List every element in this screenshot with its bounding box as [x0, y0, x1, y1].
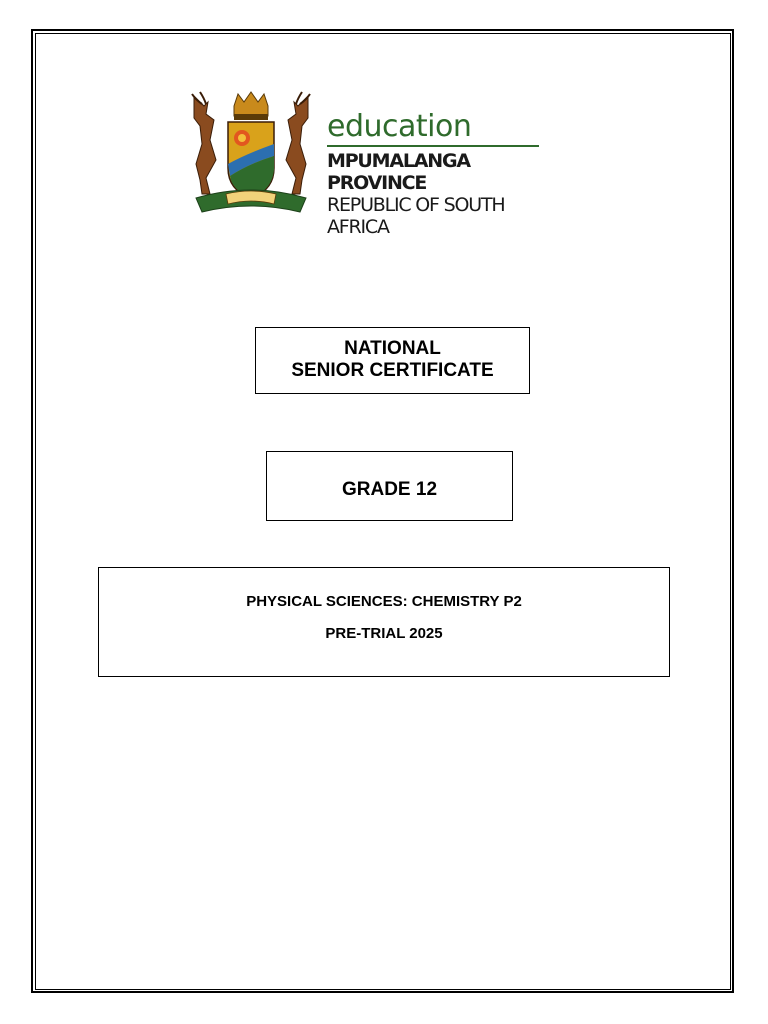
province-name: MPUMALANGA PROVINCE: [327, 150, 470, 194]
department-name: education: [327, 109, 472, 144]
department-logo: [186, 90, 556, 238]
grade-box: [266, 451, 513, 521]
mpumalanga-coat-of-arms-icon: [186, 90, 316, 218]
certificate-line-1: NATIONAL: [344, 338, 441, 359]
certificate-title-box: [255, 327, 530, 394]
brand-divider: [327, 145, 539, 147]
country-name: REPUBLIC OF SOUTH AFRICA: [327, 194, 505, 238]
grade-label: GRADE 12: [341, 479, 438, 500]
exam-title: PRE-TRIAL 2025: [325, 625, 443, 642]
subject-title: PHYSICAL SCIENCES: CHEMISTRY P2: [246, 593, 522, 610]
brand-text: [327, 109, 556, 238]
paper-info-box: [98, 567, 670, 677]
certificate-line-2: SENIOR CERTIFICATE: [291, 360, 494, 381]
